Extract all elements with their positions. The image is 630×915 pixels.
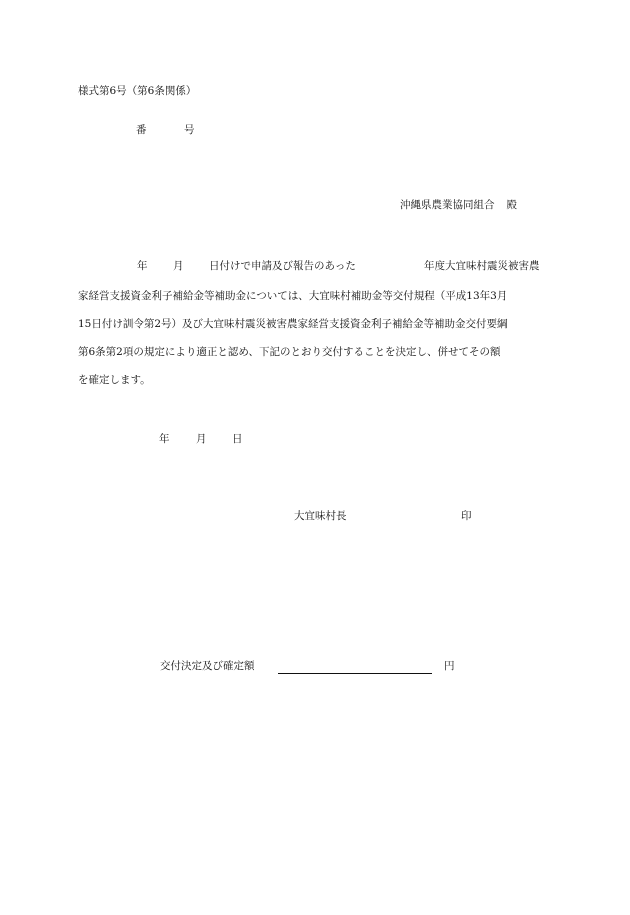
date-nen: 年 <box>159 433 170 445</box>
amount-label: 交付決定及び確定額 <box>160 660 255 672</box>
body-line1-text: 日付けで申請及び報告のあった <box>209 260 356 272</box>
body-line5: を確定します。 <box>78 374 151 386</box>
form-number-label: 様式第6号（第6条関係） <box>78 85 197 97</box>
body-line1-tsuki: 月 <box>173 260 184 272</box>
body-line4: 第6条第2項の規定により適正と認め、下記のとおり交付することを決定し、併せてその額 <box>78 346 501 358</box>
addressee <box>400 200 517 211</box>
date-hi: 日 <box>232 433 243 445</box>
date-tsuki: 月 <box>196 433 207 445</box>
addressee-name: 沖縄県農業協同組合 <box>400 199 495 211</box>
body-line3: 15日付け訓令第2号）及び大宜味村震災被害農家経営支援資金利子補給金等補助金交付要綱 <box>78 318 508 330</box>
mayor-title: 大宜味村長 <box>294 510 347 522</box>
body-line1-nendo: 年度大宜味村震災被害農 <box>424 260 540 272</box>
addressee-honorific: 殿 <box>506 199 517 211</box>
seal-mark: 印 <box>461 510 472 522</box>
document-number-go: 号 <box>184 124 195 136</box>
amount-unit: 円 <box>444 660 455 672</box>
document-number-ban: 番 <box>136 124 147 136</box>
amount-field-line <box>278 673 432 674</box>
body-line2: 家経営支援資金利子補給金等補助金については、大宜味村補助金等交付規程（平成13年3月 <box>78 290 508 302</box>
body-line1-nen: 年 <box>137 260 148 272</box>
